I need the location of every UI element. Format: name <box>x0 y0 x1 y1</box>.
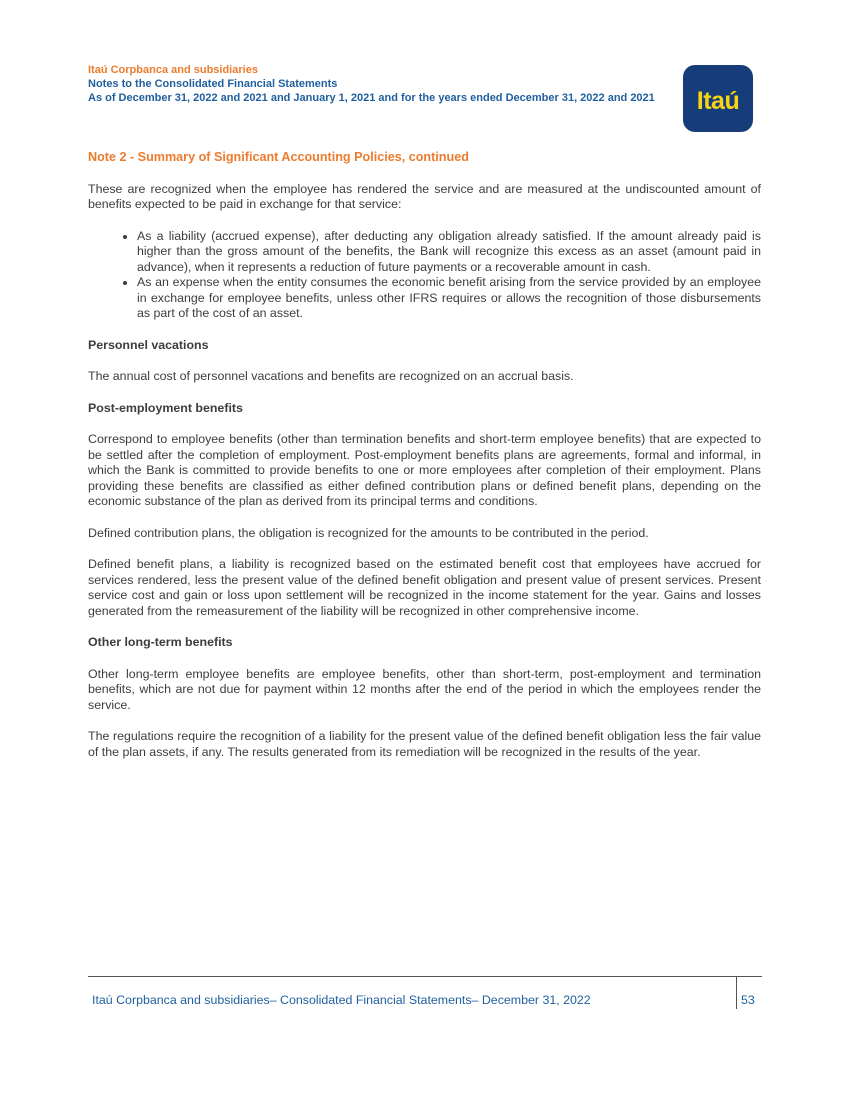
vacations-paragraph: The annual cost of personnel vacations and benefits are recognized on an accrual basis. <box>88 369 574 383</box>
document-body <box>88 150 761 776</box>
long-term-paragraph-1: Other long-term employee benefits are employee benefits, other than short-term, post-employment and termination benefits, which are not due for payment within 12 months after the end of the period in which the employees render the service. <box>88 666 761 712</box>
heading-post-employment: Post-employment benefits <box>88 400 243 415</box>
post-employment-paragraph-3: Defined benefit plans, a liability is recognized based on the estimated benefit cost that employees have accrued for services rendered, less the present value of the defined benefit obligation and present value of present services. Present service cost and gain or loss upon settlement will be recognized in the income statement for the year. Gains and losses generated from the remeasurement of the liability will be recognized in other comprehensive income. <box>88 557 761 618</box>
footer-text: Itaú Corpbanca and subsidiaries– Consolidated Financial Statements– December 31, 2022 <box>92 993 591 1007</box>
header-subtitle: Notes to the Consolidated Financial Statements <box>88 78 338 90</box>
itau-logo <box>683 65 753 132</box>
heading-personnel-vacations: Personnel vacations <box>88 337 209 352</box>
header-company: Itaú Corpbanca and subsidiaries <box>88 64 258 76</box>
page-header <box>88 63 688 105</box>
header-period: As of December 31, 2022 and 2021 and January 1, 2021 and for the years ended December 31, 2022 and 2021 <box>88 92 655 104</box>
post-employment-paragraph-1: Correspond to employee benefits (other than termination benefits and short-term employee benefits) that are expected to be settled after the completion of employment. Post-employment benefits plans are agreements, formal and informal, in which the Bank is committed to provide benefits to one or more employees after completion of their employment. Plans providing these benefits are classified as either defined contribution plans or defined benefit plans, depending on the economic substance of the plan as derived from its principal terms and conditions. <box>88 432 761 508</box>
heading-other-long-term: Other long-term benefits <box>88 635 233 649</box>
bullet-liability: • As a liability (accrued expense), after deducting any obligation already satisfied. If the amount already paid is higher than the gross amount of the benefits, the Bank will recognize this excess as an asset (amount paid in advance), when it represents a reduction of future payments or a recoverable amount in cash. <box>137 229 761 276</box>
post-employment-paragraph-2: Defined contribution plans, the obligation is recognized for the amounts to be contributed in the period. <box>88 525 649 540</box>
footer-divider-line <box>88 976 762 977</box>
recognition-bullet-list <box>88 229 761 322</box>
logo-text: Itaú <box>696 87 740 115</box>
bullet-expense: • As an expense when the entity consumes the economic benefit arising from the service provided by an employee in exchange for employee benefits, unless other IFRS requires or allows the recognition of those disbursements as part of the cost of an asset. <box>137 275 761 322</box>
page-number: 53 <box>741 993 755 1007</box>
note-title: Note 2 - Summary of Significant Accounting Policies, continued <box>88 150 469 164</box>
long-term-paragraph-2: The regulations require the recognition of a liability for the present value of the defined benefit obligation less the fair value of the plan assets, if any. The results generated from its remediation will be recognized in the results of the year. <box>88 729 761 759</box>
footer-vertical-divider <box>736 976 737 1009</box>
intro-paragraph: These are recognized when the employee has rendered the service and are measured at the undiscounted amount of benefits expected to be paid in exchange for that service: <box>88 181 761 211</box>
